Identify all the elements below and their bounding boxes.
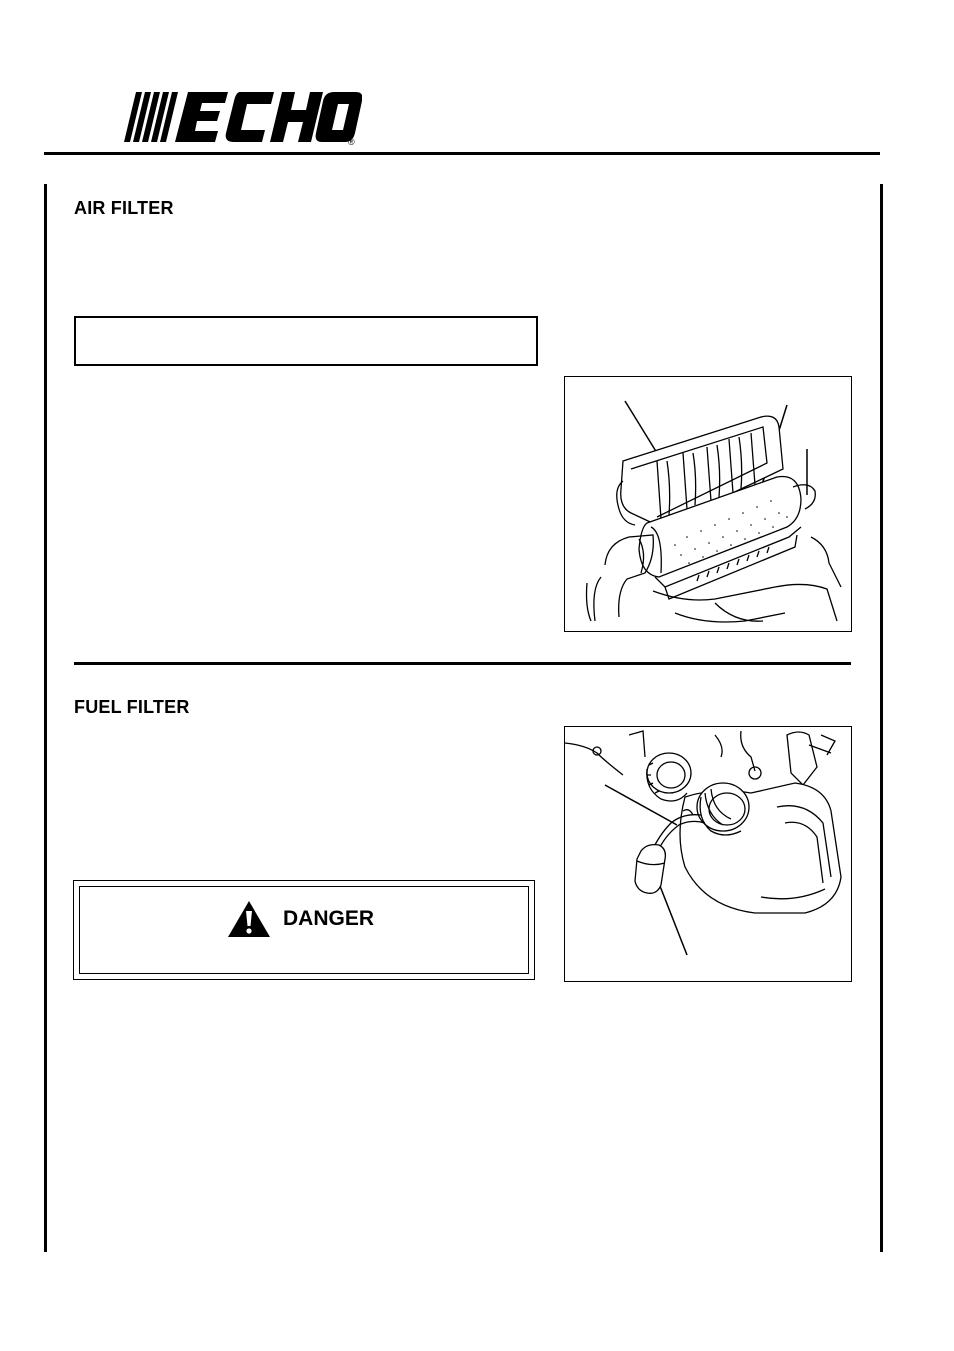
fuel-filter-title: FUEL FILTER [74,697,190,717]
danger-warning-box [73,880,535,980]
echo-logo [122,90,362,146]
warning-triangle-icon [227,899,271,939]
registered-mark: ® [348,137,355,146]
header-rule [44,152,880,155]
danger-label: DANGER [283,907,375,930]
fuel-filter-illustration [564,726,852,982]
air-filter-illustration [564,376,852,632]
left-margin-rule [44,184,47,1252]
air-filter-title: AIR FILTER [74,198,174,218]
section-divider [74,662,851,665]
right-margin-rule [880,184,883,1252]
danger-heading [227,899,374,939]
air-filter-note-box [74,316,538,366]
